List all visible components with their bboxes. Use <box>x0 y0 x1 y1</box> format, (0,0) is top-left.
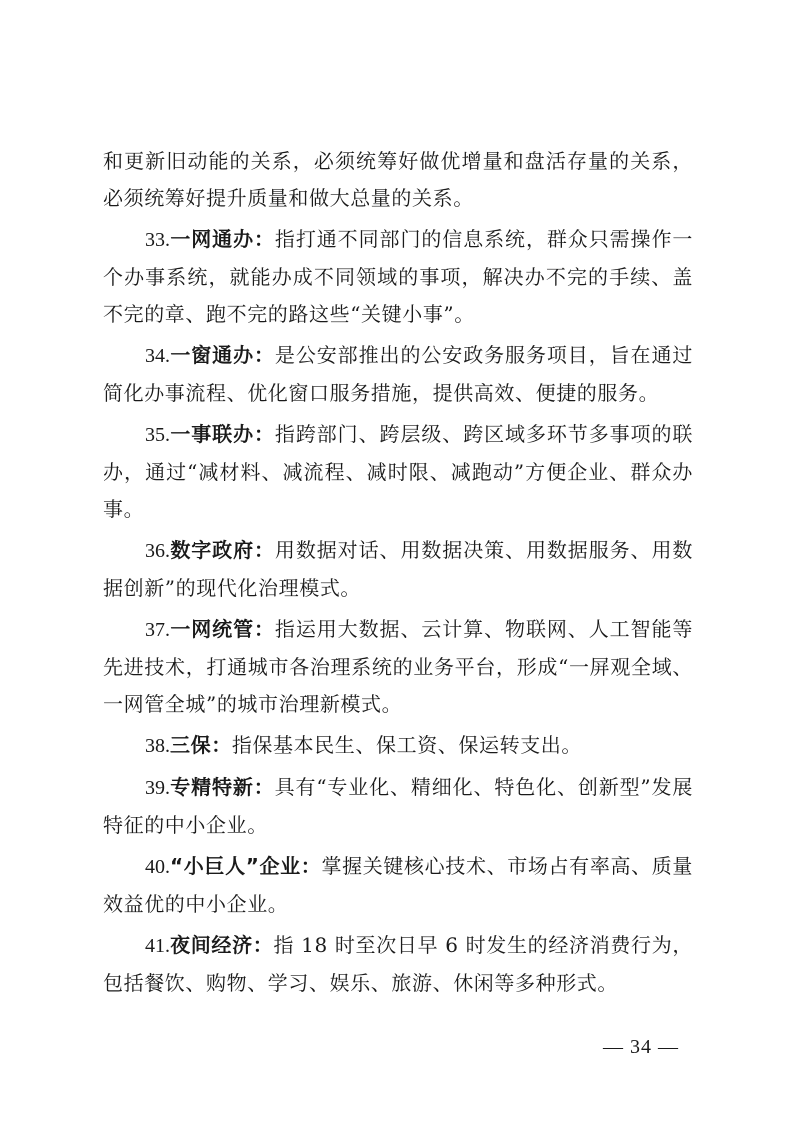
page-number: — 34 — <box>603 1036 679 1058</box>
entry-number: 40. <box>145 856 170 878</box>
glossary-entry-41 <box>103 927 693 1002</box>
entry-term: 一窗通办： <box>170 343 275 367</box>
entry-text: 具有“专业化、精细化、特色化、创新型”发展特征的中小企业。 <box>103 775 693 837</box>
entry-number: 35. <box>145 424 170 446</box>
glossary-entry-37 <box>103 611 693 723</box>
entry-text: 指打通不同部门的信息系统，群众只需操作一个办事系统，就能办成不同领域的事项，解决办不完的手续、盖不完的章、跑不完的路这些“关键小事”。 <box>103 227 694 326</box>
entry-term: 一事联办： <box>170 422 275 446</box>
entry-term: 夜间经济： <box>170 933 274 957</box>
glossary-entry-40 <box>103 848 693 923</box>
glossary-entry-35 <box>103 416 693 528</box>
entry-text: 是公安部推出的公安政务服务项目，旨在通过简化办事流程、优化窗口服务措施，提供高效、便捷的服务。 <box>103 343 694 405</box>
entry-text: 掌握关键核心技术、市场占有率高、质量效益优的中小企业。 <box>103 854 693 916</box>
entry-text: 指 18 时至次日早 6 时发生的经济消费行为，包括餐饮、购物、学习、娱乐、旅游、休闲等多种形式。 <box>103 933 693 995</box>
continuation-paragraph: 和更新旧动能的关系，必须统筹好做优增量和盘活存量的关系，必须统筹好提升质量和做大总量的关系。 <box>103 149 693 210</box>
document-body <box>103 143 693 1006</box>
entry-term: 专精特新： <box>170 775 275 799</box>
entry-number: 36. <box>145 540 170 562</box>
entry-text: 指跨部门、跨层级、跨区域多环节多事项的联办，通过“减材料、减流程、减时限、减跑动”方便企业、群众办事。 <box>103 422 694 521</box>
entry-text: 指运用大数据、云计算、物联网、人工智能等先进技术，打通城市各治理系统的业务平台，形成“一屏观全域、一网管全城”的城市治理新模式。 <box>103 617 694 716</box>
entry-number: 34. <box>145 345 170 367</box>
glossary-entry-34 <box>103 337 693 412</box>
entry-term: 一网通办： <box>170 227 275 251</box>
glossary-entry-39 <box>103 769 693 844</box>
entry-number: 39. <box>145 777 170 799</box>
entry-number: 37. <box>145 619 170 641</box>
glossary-entry-33 <box>103 221 693 333</box>
entry-number: 41. <box>145 935 170 957</box>
glossary-entry-36 <box>103 532 693 607</box>
entry-text: 指保基本民生、保工资、保运转支出。 <box>231 733 583 757</box>
entry-term: 数字政府： <box>170 538 275 562</box>
entry-term: 一网统管： <box>170 617 275 641</box>
glossary-entry-38 <box>103 727 693 765</box>
entry-term: 三保： <box>170 733 232 757</box>
entry-text: 用数据对话、用数据决策、用数据服务、用数据创新”的现代化治理模式。 <box>103 538 694 600</box>
entry-term: “小巨人”企业： <box>170 854 322 878</box>
entry-number: 38. <box>145 735 170 757</box>
entry-number: 33. <box>145 229 170 251</box>
